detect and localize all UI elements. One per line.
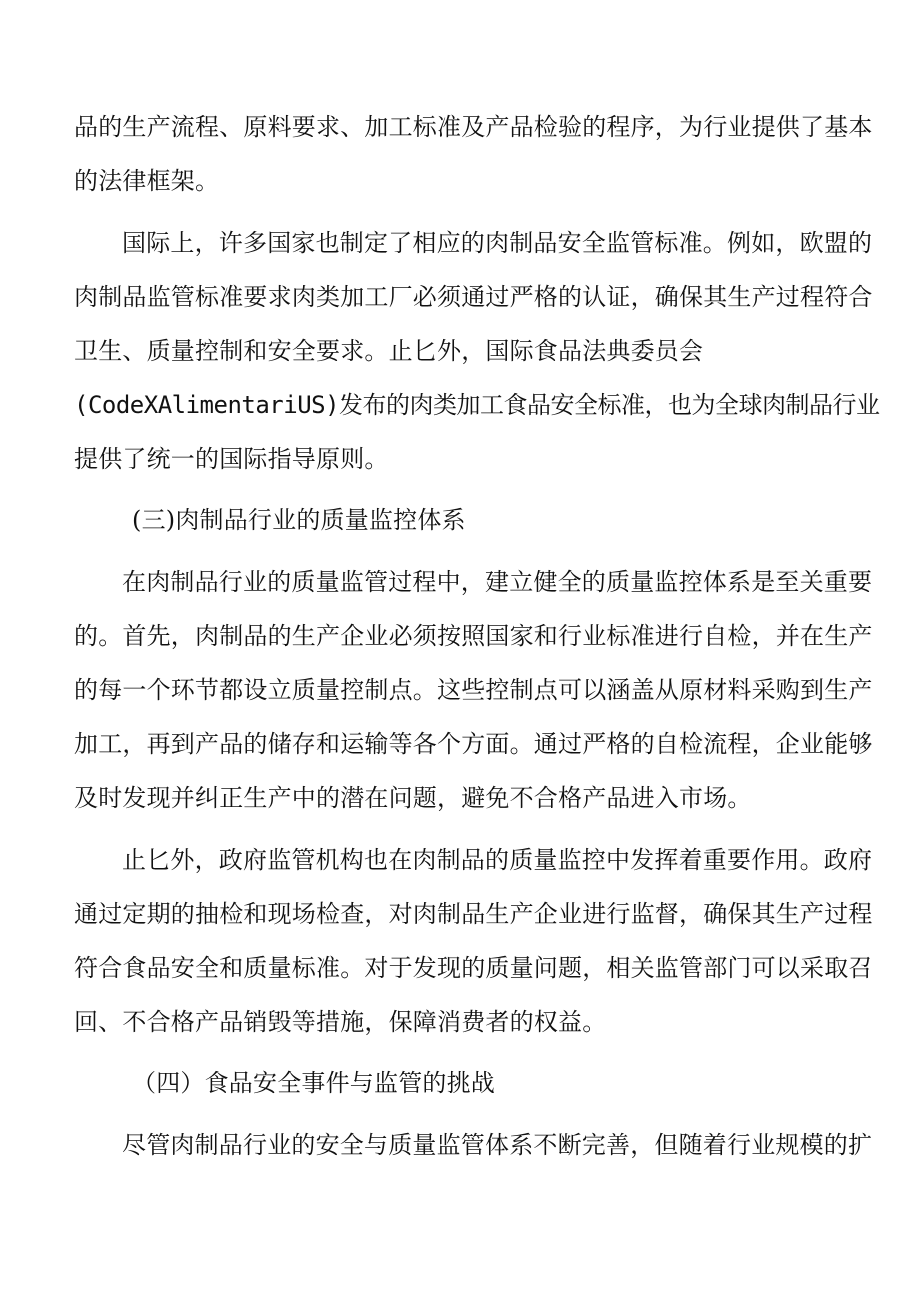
text-line: 加工，再到产品的储存和运输等各个方面。通过严格的自检流程，企业能够	[74, 730, 873, 758]
text-line: 及时发现并纠正生产中的潜在问题，避免不合格产品进入市场。	[74, 784, 752, 812]
paragraph-first-line: 在肉制品行业的质量监管过程中，建立健全的质量监控体系是至关重要	[122, 568, 873, 596]
text-line: 通过定期的抽检和现场检查，对肉制品生产企业进行监督，确保其生产过程	[74, 900, 873, 928]
paragraph-first-line: 止匕外，政府监管机构也在肉制品的质量监控中发挥着重要作用。政府	[122, 846, 873, 874]
section-heading: (三)肉制品行业的质量监控体系	[132, 506, 466, 534]
text-line: 卫生、质量控制和安全要求。止匕外，国际食品法典委员会	[74, 337, 704, 365]
text-line: 肉制品监管标准要求肉类加工厂必须通过严格的认证，确保其生产过程符合	[74, 283, 873, 311]
paragraph-first-line: 国际上，许多国家也制定了相应的肉制品安全监管标准。例如，欧盟的	[122, 229, 873, 257]
text-line: 符合食品安全和质量标准。对于发现的质量问题，相关监管部门可以采取召	[74, 954, 873, 982]
text-line: 的。首先，肉制品的生产企业必须按照国家和行业标准进行自检，并在生产	[74, 622, 873, 650]
text-line: 的法律框架。	[74, 167, 220, 195]
text-line: (CodeXAlimentariUS)发布的肉类加工食品安全标准，也为全球肉制品行业	[74, 391, 880, 419]
text-line: 品的生产流程、原料要求、加工标准及产品检验的程序，为行业提供了基本	[74, 113, 873, 141]
text-line: 提供了统一的国际指导原则。	[74, 445, 389, 473]
section-heading: （四）食品安全事件与监管的挑战	[132, 1069, 495, 1097]
text-line: 回、不合格产品销毁等措施，保障消费者的权益。	[74, 1008, 607, 1036]
paragraph-first-line: 尽管肉制品行业的安全与质量监管体系不断完善，但随着行业规模的扩	[122, 1131, 873, 1159]
text-line: 的每一个环节都设立质量控制点。这些控制点可以涵盖从原材料采购到生产	[74, 676, 873, 704]
